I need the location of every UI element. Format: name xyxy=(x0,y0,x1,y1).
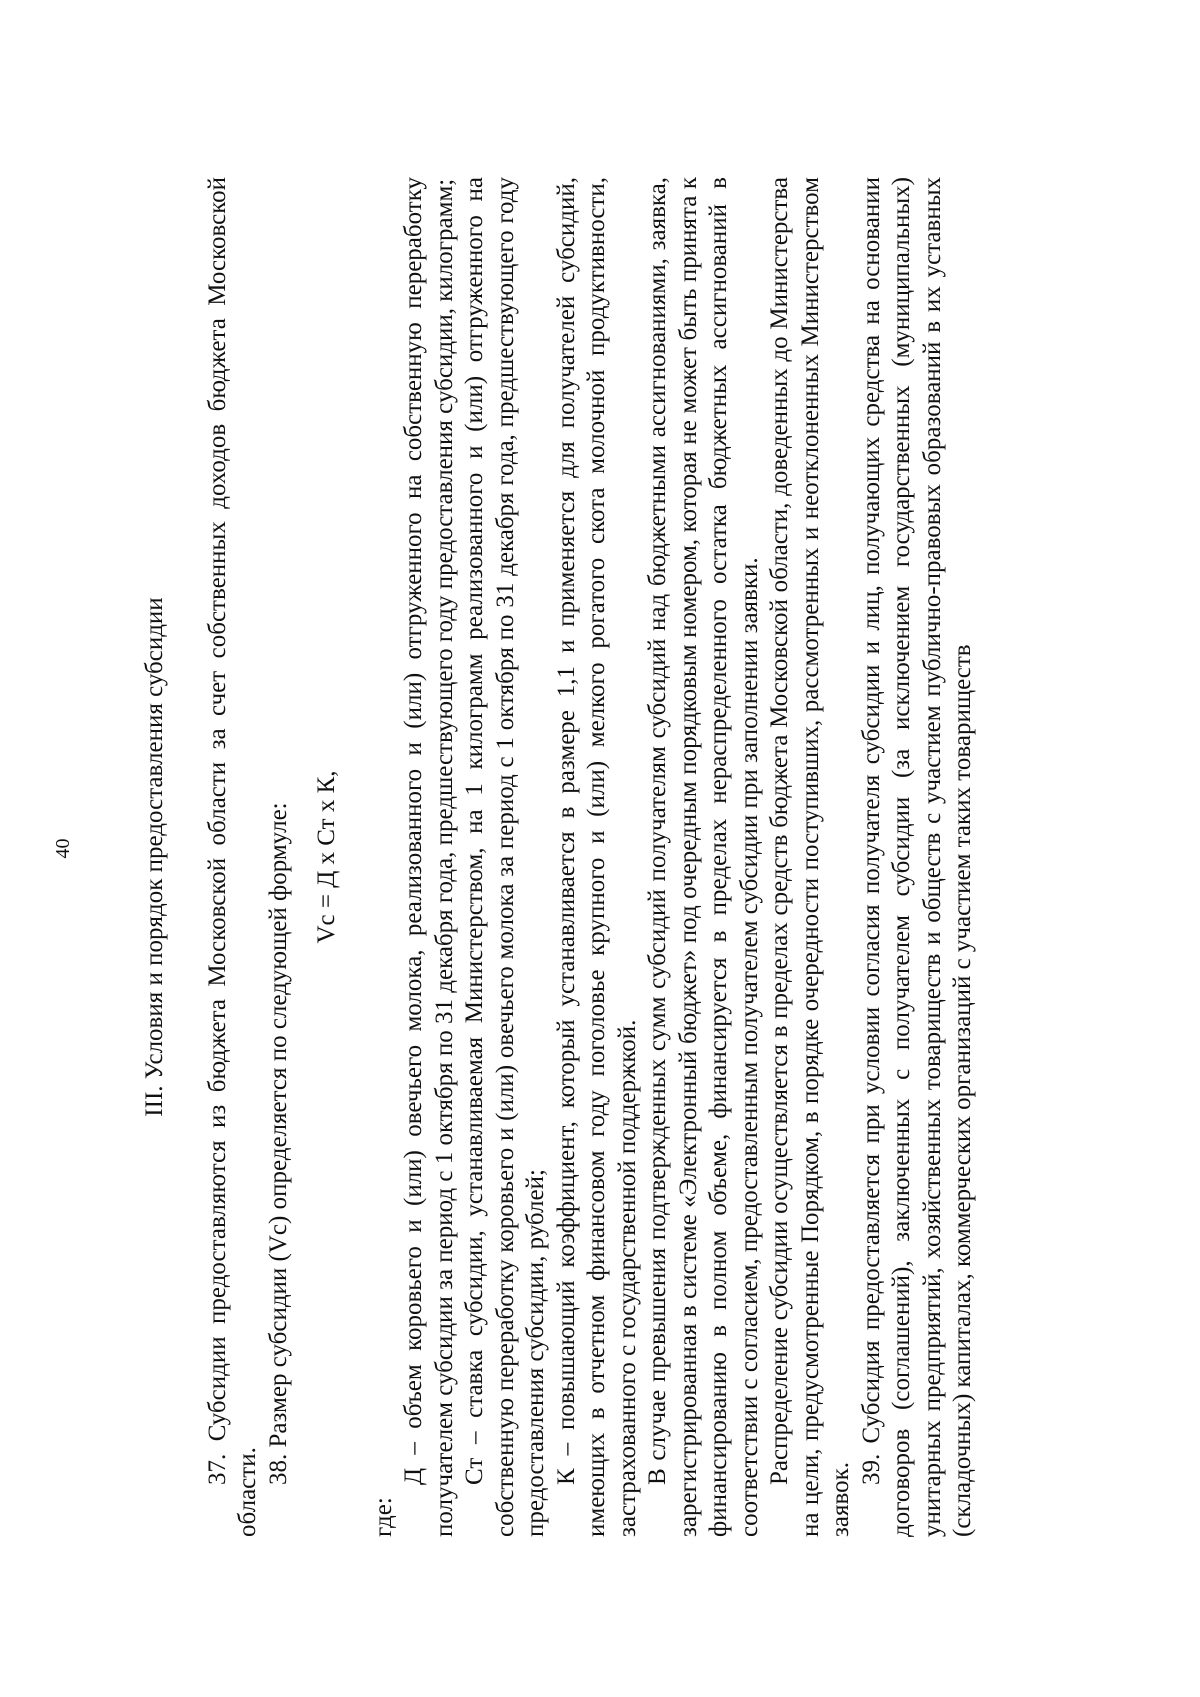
paragraph-excess: В случае превышения подтвержденных сумм субсидий получателям субсидий над бюджетными ассигнованиями, заявка, зарегистрированная в системе «Электронный бюджет» под очередным порядковым номером, которая не может быть принята к финансированию в полном объеме, финансируется в пределах нераспределенного остатка бюджетных ассигнований в соответствии с согласием, предоставленным получателем субсидии при заполнении заявки. xyxy=(644,177,763,1537)
definition-d: Д – объем коровьего и (или) овечьего молока, реализованного и (или) отгруженного на собственную переработку получателем субсидии за период с 1 октября по 31 декабря года, предшествующего году предоставления субсидии, килограмм; xyxy=(400,177,458,1537)
section-title: III. Условия и порядок предоставления субсидии xyxy=(141,597,168,1117)
subsidy-formula: Vс = Д х Ст х К, xyxy=(313,770,340,944)
paragraph-39: 39. Субсидия предоставляется при условии согласия получателя субсидии и лиц, получающих средства на основании договоров (соглашений), заключенных с получателем субсидии (за исключением государственных (муниципальных) унитарных предприятий, хозяйственных товариществ и обществ с участием публично-правовых образований в их уставных (складочных) капиталах, коммерческих организаций с участием таких товариществ xyxy=(857,177,976,1537)
definition-st: Ст – ставка субсидии, устанавливаемая Министерством, на 1 килограмм реализованного и (или) отгруженного на собственную переработку коровьего и (или) овечьего молока за период с 1 октября по 31 декабря года, предшествующего году предоставления субсидии, рублей; xyxy=(461,177,549,1537)
page-number: 40 xyxy=(52,838,74,859)
paragraph-distribution: Распределение субсидии осуществляется в пределах средств бюджета Московской области, доведенных до Министерства на цели, предусмотренные Порядком, в порядке очередности поступивших, рассмотренных и неотклоненных Министерством заявок. xyxy=(766,177,854,1537)
document-body xyxy=(140,177,979,1537)
definition-k: К – повышающий коэффициент, который устанавливается в размере 1,1 и применяется для получателей субсидий, имеющих в отчетном финансовом году поголовье крупного и (или) мелкого рогатого скота молочной продуктивности, застрахованного с государственной поддержкой. xyxy=(552,177,641,1537)
paragraph-37: 37. Субсидии предоставляются из бюджета Московской области за счет собственных доходов бюджета Московской области. xyxy=(203,177,261,1537)
where-label: где: xyxy=(369,1497,397,1537)
paragraph-38: 38. Размер субсидии (Vс) определяется по следующей формуле: xyxy=(264,802,292,1485)
